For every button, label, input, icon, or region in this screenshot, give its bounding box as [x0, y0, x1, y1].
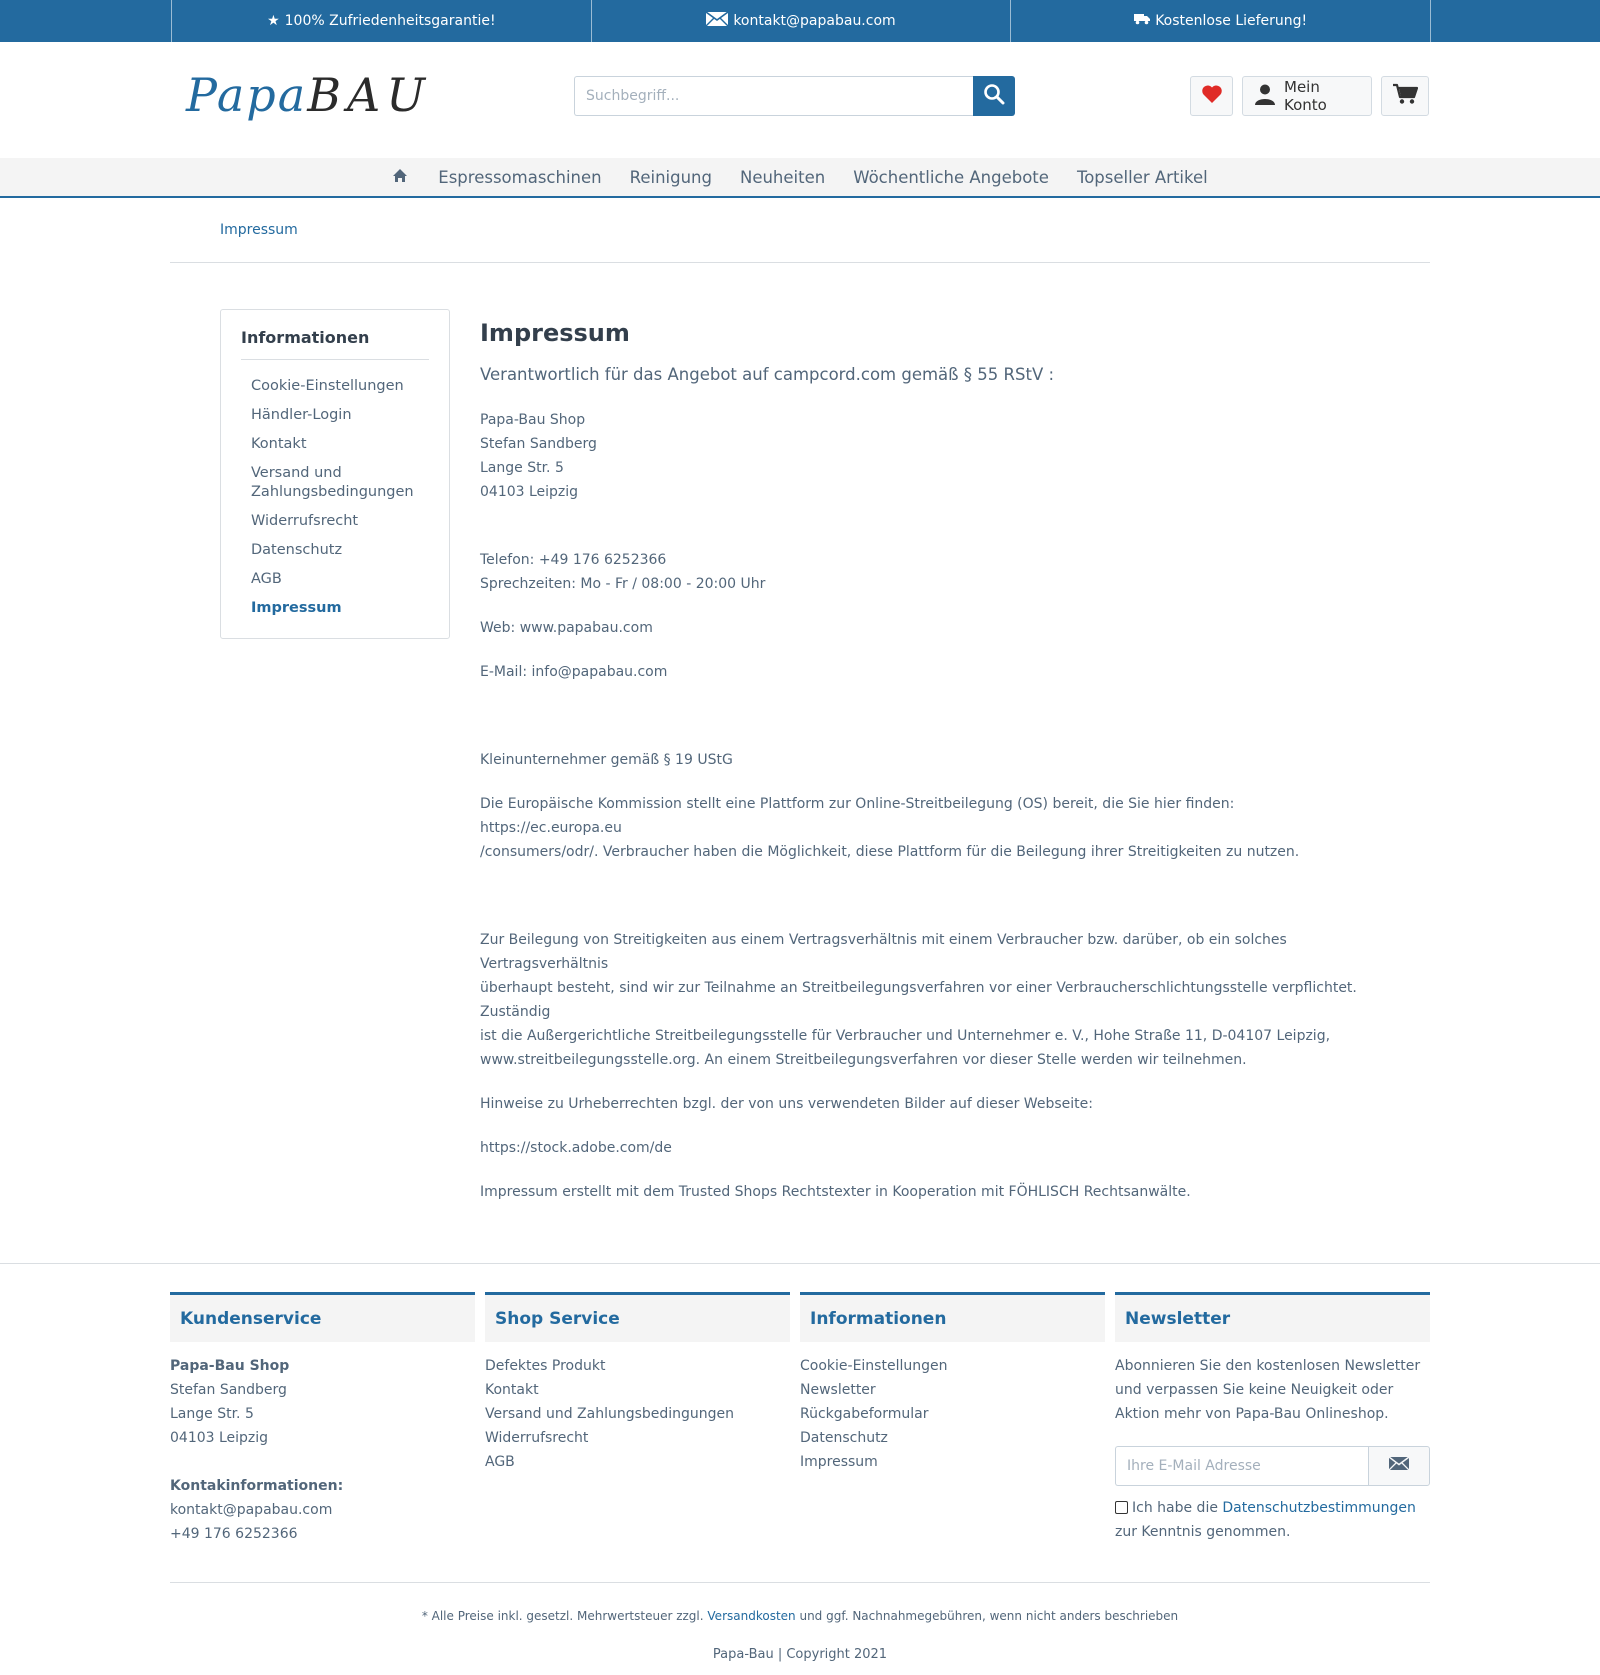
- header: [0, 42, 1600, 158]
- sidebar-item-cookie[interactable]: Cookie-Einstellungen: [251, 378, 404, 394]
- footer-link-kontakt[interactable]: Kontakt: [485, 1382, 539, 1398]
- footer-company: Papa-Bau Shop: [170, 1358, 290, 1374]
- privacy-link[interactable]: Datenschutzbestimmungen: [1222, 1500, 1416, 1516]
- footer-link-newsletter[interactable]: Newsletter: [800, 1382, 876, 1398]
- footer-contact-title: Kontakinformationen:: [170, 1478, 344, 1494]
- breadcrumb-item-impressum[interactable]: Impressum: [220, 222, 298, 238]
- phone-text: Telefon: +49 176 6252366: [480, 552, 667, 568]
- logo-part-bau: BAU: [307, 68, 431, 122]
- home-link[interactable]: [392, 168, 410, 186]
- wishlist-button[interactable]: [1190, 76, 1233, 116]
- footer-link-rueckgabe[interactable]: Rückgabeformular: [800, 1406, 929, 1422]
- logo[interactable]: [186, 68, 431, 122]
- nav-item-espressomaschinen[interactable]: Espressomaschinen: [438, 167, 602, 187]
- cart-button[interactable]: [1381, 76, 1429, 116]
- address-city: 04103 Leipzig: [480, 484, 579, 500]
- home-icon: [392, 168, 408, 187]
- hours-text: Sprechzeiten: Mo - Fr / 08:00 - 20:00 Uhr: [480, 576, 766, 592]
- address-street: Lange Str. 5: [480, 460, 564, 476]
- delivery-text: Kostenlose Lieferung!: [1155, 13, 1308, 29]
- envelope-icon: [1389, 1454, 1409, 1478]
- newsletter-email-input[interactable]: [1115, 1446, 1368, 1486]
- small-business-text: Kleinunternehmer gemäß § 19 UStG: [480, 752, 733, 768]
- copyright-hint-text: Hinweise zu Urheberrechten bzgl. der von uns verwendeten Bilder auf dieser Webseite:: [480, 1096, 1093, 1112]
- heart-icon: [1201, 84, 1223, 108]
- sidebar-item-kontakt[interactable]: Kontakt: [251, 436, 307, 452]
- nav-item-topseller[interactable]: Topseller Artikel: [1076, 167, 1208, 187]
- vat-suffix: und ggf. Nachnahmegebühren, wenn nicht anders beschrieben: [799, 1609, 1179, 1623]
- dispute-text-line-1: Zur Beilegung von Streitigkeiten aus einem Vertragsverhältnis mit einem Verbraucher bzw. darüber, ob ein solches Vertragsverhältnis: [480, 932, 1287, 972]
- footer-name: Stefan Sandberg: [170, 1382, 287, 1398]
- vat-prefix: * Alle Preise inkl. gesetzl. Mehrwertsteuer zzgl.: [421, 1609, 704, 1623]
- footer: [0, 1263, 1600, 1668]
- shipping-costs-link[interactable]: Versandkosten: [707, 1609, 796, 1623]
- search-button[interactable]: [973, 76, 1015, 116]
- footer-link-widerrufsrecht[interactable]: Widerrufsrecht: [485, 1430, 589, 1446]
- footer-kundenservice: [170, 1292, 475, 1546]
- breadcrumb: [170, 198, 1430, 263]
- sidebar-list: [241, 372, 429, 623]
- page-subtitle: Verantwortlich für das Angebot auf campcord.com gemäß § 55 RStV :: [480, 365, 1055, 384]
- address-name: Stefan Sandberg: [480, 436, 597, 452]
- guarantee-info: [171, 0, 591, 42]
- nav-item-angebote[interactable]: Wöchentliche Angebote: [853, 167, 1049, 187]
- footer-street: Lange Str. 5: [170, 1406, 254, 1422]
- dispute-text-line-3: ist die Außergerichtliche Streitbeilegungsstelle für Verbraucher und Unternehmer e. V., Hohe Straße 11, D-04107 Leipzig,: [480, 1028, 1331, 1044]
- odr-text-line-1: Die Europäische Kommission stellt eine Plattform zur Online-Streitbeilegung (OS) bereit, die Sie hier finden: https://ec.europa.eu: [480, 796, 1235, 836]
- impressum-content: [480, 319, 1380, 1204]
- footer-informationen: [800, 1292, 1105, 1474]
- page-title: Impressum: [480, 319, 630, 347]
- sidebar-item-haendler-login[interactable]: Händler-Login: [251, 407, 352, 423]
- nav-item-neuheiten[interactable]: Neuheiten: [739, 167, 826, 187]
- footer-link-versand[interactable]: Versand und Zahlungsbedingungen: [485, 1406, 735, 1422]
- copyright: Papa-Bau | Copyright 2021: [712, 1647, 888, 1662]
- sidebar: [220, 309, 450, 639]
- consent-suffix: zur Kenntnis genommen.: [1115, 1524, 1291, 1540]
- address-company: Papa-Bau Shop: [480, 412, 586, 428]
- consent-checkbox[interactable]: [1115, 1501, 1128, 1514]
- footer-bottom: [170, 1582, 1430, 1662]
- newsletter-text: Abonnieren Sie den kostenlosen Newsletter und verpassen Sie keine Neuigkeit oder Aktion mehr von Papa-Bau Onlineshop.: [1115, 1358, 1421, 1422]
- stock-url-text: https://stock.adobe.com/de: [480, 1140, 672, 1156]
- top-bar: [0, 0, 1600, 42]
- footer-phone[interactable]: +49 176 6252366: [170, 1526, 298, 1542]
- email-info[interactable]: [591, 0, 1011, 42]
- vat-notice: [170, 1609, 1430, 1623]
- sidebar-item-widerrufsrecht[interactable]: Widerrufsrecht: [251, 513, 359, 529]
- sidebar-item-versand[interactable]: Versand und Zahlungsbedingungen: [251, 465, 414, 500]
- sidebar-item-impressum[interactable]: Impressum: [251, 600, 342, 616]
- logo-part-papa: Papa: [186, 68, 308, 122]
- guarantee-text: 100% Zufriedenheitsgarantie!: [284, 13, 496, 29]
- newsletter-form: [1115, 1446, 1430, 1486]
- dispute-text-line-4: www.streitbeilegungsstelle.org. An einem Streitbeilegungsverfahren vor dieser Stelle werden wir teilnehmen.: [480, 1052, 1247, 1068]
- account-button[interactable]: [1242, 76, 1372, 116]
- cart-icon: [1392, 83, 1418, 109]
- sidebar-item-agb[interactable]: AGB: [251, 571, 282, 587]
- footer-shop-service: [485, 1292, 790, 1474]
- odr-text-line-2: /consumers/odr/. Verbraucher haben die Möglichkeit, diese Plattform für die Beilegung ihrer Streitigkeiten zu nutzen.: [480, 844, 1300, 860]
- search-icon: [983, 83, 1005, 109]
- footer-kundenservice-title: Kundenservice: [170, 1292, 475, 1342]
- email-text: E-Mail: info@papabau.com: [480, 664, 668, 680]
- nav-item-reinigung[interactable]: Reinigung: [629, 167, 712, 187]
- account-label: Mein Konto: [1284, 78, 1327, 114]
- footer-shop-service-title: Shop Service: [485, 1292, 790, 1342]
- user-icon: [1254, 83, 1276, 109]
- main-content: [0, 263, 1600, 1263]
- footer-informationen-title: Informationen: [800, 1292, 1105, 1342]
- footer-city: 04103 Leipzig: [170, 1430, 269, 1446]
- star-icon: ★: [267, 13, 280, 29]
- sidebar-item-datenschutz[interactable]: Datenschutz: [251, 542, 343, 558]
- web-text: Web: www.papabau.com: [480, 620, 653, 636]
- envelope-icon: [706, 12, 728, 30]
- delivery-info: [1010, 0, 1431, 42]
- footer-link-impressum[interactable]: Impressum: [800, 1454, 878, 1470]
- footer-newsletter-title: Newsletter: [1115, 1292, 1430, 1342]
- email-text[interactable]: kontakt@papabau.com: [733, 13, 896, 29]
- search-form: [574, 76, 1015, 116]
- header-actions: [1190, 76, 1429, 116]
- dispute-text-line-2: überhaupt besteht, sind wir zur Teilnahme an Streitbeilegungsverfahren vor einer Verbraucherschlichtungsstelle verpflichtet. Zuständig: [480, 980, 1357, 1020]
- truck-icon: [1134, 13, 1150, 29]
- newsletter-consent: [1115, 1496, 1430, 1544]
- sidebar-title: Informationen: [241, 328, 429, 360]
- main-navigation: [0, 158, 1600, 198]
- footer-link-cookie[interactable]: Cookie-Einstellungen: [800, 1358, 948, 1374]
- footer-link-defektes-produkt[interactable]: Defektes Produkt: [485, 1358, 606, 1374]
- footer-link-agb[interactable]: AGB: [485, 1454, 515, 1470]
- footer-link-datenschutz[interactable]: Datenschutz: [800, 1430, 888, 1446]
- created-with-text: Impressum erstellt mit dem Trusted Shops Rechtstexter in Kooperation mit FÖHLISCH Rechtsanwälte.: [480, 1184, 1191, 1200]
- footer-newsletter: [1115, 1292, 1430, 1544]
- search-input[interactable]: [574, 76, 973, 116]
- footer-email[interactable]: kontakt@papabau.com: [170, 1502, 333, 1518]
- consent-prefix: Ich habe die: [1132, 1500, 1218, 1516]
- newsletter-submit-button[interactable]: [1368, 1446, 1430, 1486]
